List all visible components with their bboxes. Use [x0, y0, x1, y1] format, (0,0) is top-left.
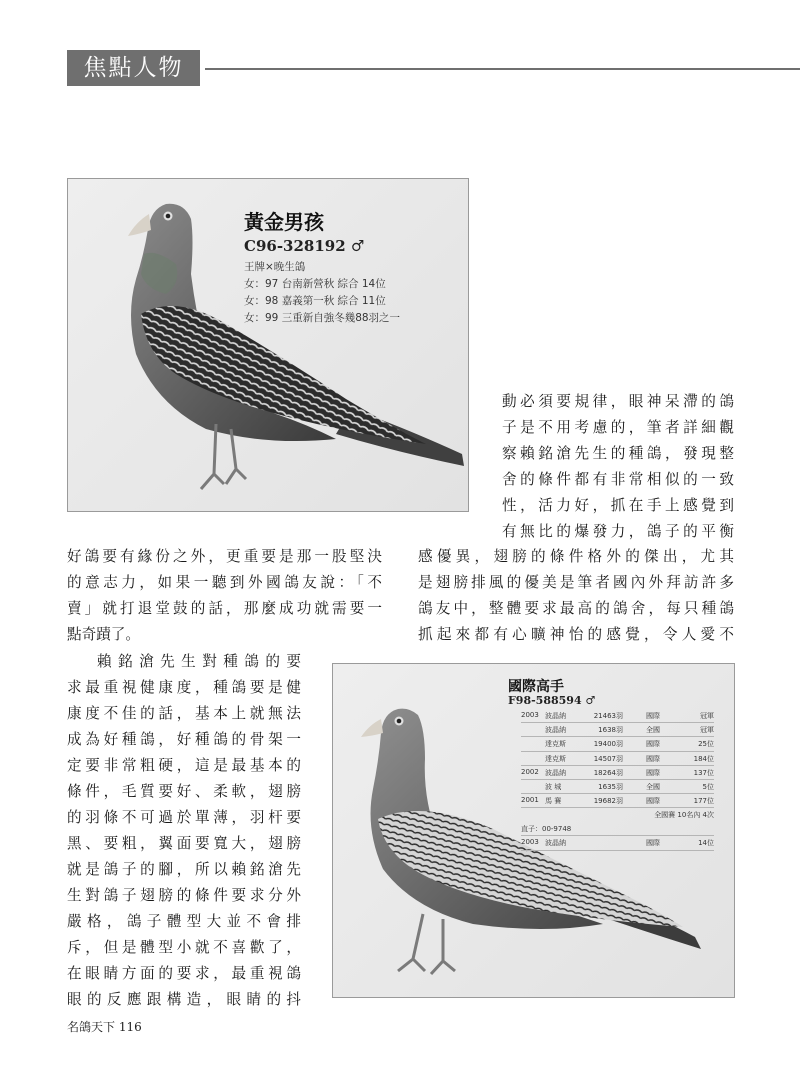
summary-text: 全國賽 10名內 4次: [654, 811, 714, 820]
row-race: 波晶納: [545, 839, 566, 848]
row-type: 國際: [646, 839, 660, 848]
text-line: 賴銘滄先生對種鴿的要: [97, 653, 301, 670]
section-header-box: [67, 50, 200, 86]
table-row: [521, 723, 714, 737]
pigeon-1-record: [244, 259, 400, 327]
text-line: 的羽條不可過於單薄，羽杆要: [67, 809, 301, 826]
table-row: [521, 752, 714, 766]
pigeon-1-record-line: 王牌×晚生鴿: [244, 261, 306, 273]
row-type: 國際: [646, 754, 660, 763]
text-line: 是翅膀排風的優美是筆者國內外拜訪許多: [418, 574, 734, 591]
text-line: 好鴿要有緣份之外，更重要是那一股堅決: [67, 548, 382, 565]
header-rule: [205, 68, 800, 70]
text-line: 斥，但是體型小就不喜歡了，: [67, 939, 301, 956]
text-line: 點奇蹟了。: [67, 626, 140, 643]
text-line: 條件，毛質要好、柔軟，翅膀: [67, 783, 301, 800]
text-line: 求最重視健康度，種鴿要是健: [67, 679, 301, 696]
text-line: 性，活力好，抓在手上感覺到: [502, 497, 734, 514]
row-count: 21463羽: [593, 712, 623, 720]
text-line: 黑、要粗，翼面要寬大，翅膀: [67, 835, 301, 852]
text-line: 成為好種鴿，好種鴿的骨架一: [67, 731, 301, 748]
row-count: 1638羽: [598, 726, 623, 735]
row-race: 波 城: [545, 782, 562, 791]
row-race: 達克斯: [545, 754, 566, 763]
row-place: 177位: [693, 797, 714, 806]
text-line: 的意志力，如果一聽到外國鴿友說：「不: [67, 574, 382, 591]
text-line: 鴿友中，整體要求最高的鴿舍，每只種鴿: [418, 600, 734, 617]
row-count: 14507羽: [593, 754, 623, 763]
pigeon-2-ring: F98-588594 ♂: [508, 694, 596, 707]
row-type: 國際: [646, 797, 660, 806]
row-year: 2002: [521, 767, 539, 776]
row-race: 馬 賽: [545, 797, 562, 806]
offspring-label: 直子：00-9748: [521, 825, 572, 834]
pigeon-2-name: 國際高手: [508, 679, 564, 695]
table-row: [521, 737, 714, 751]
pigeon-1-record-line: 女：97 台南新營秋 綜合 14位: [244, 278, 386, 290]
row-race: 波晶納: [545, 726, 566, 735]
table-summary: [521, 808, 714, 822]
pigeon-photo-2: [332, 663, 735, 998]
text-line: 在眼睛方面的要求，最重視鴿: [67, 965, 301, 982]
pigeon-1-record-line: 女：99 三重新自強冬幾88羽之一: [244, 312, 401, 324]
row-type: 全國: [646, 726, 660, 735]
text-line: 感優異，翅膀的條件格外的傑出，尤其: [418, 548, 734, 565]
row-type: 國際: [646, 740, 660, 749]
text-line: 就是鴿子的腳，所以賴銘滄先: [67, 861, 301, 878]
text-line: 子是不用考慮的，筆者詳細觀: [502, 419, 734, 436]
row-type: 全國: [646, 782, 660, 791]
row-year: 2001: [521, 796, 539, 805]
row-type: 國際: [646, 712, 660, 720]
row-year: 2003: [521, 711, 539, 719]
text-line: 動必須要規律，眼神呆滯的鴿: [502, 393, 734, 410]
text-line: 康度不佳的話，基本上就無法: [67, 705, 301, 722]
offspring-label-row: [521, 822, 714, 836]
text-line: 察賴銘滄先生的種鴿，發現整: [502, 445, 734, 462]
row-place: 137位: [693, 768, 714, 777]
pigeon-1-name: 黃金男孩: [244, 210, 324, 234]
table-row: [521, 709, 714, 723]
section-title: 焦點人物: [83, 55, 184, 81]
page-number: 名鴿天下 116: [67, 1020, 142, 1034]
text-line: 定要非常粗硬，這是最基本的: [67, 757, 301, 774]
table-row: [521, 794, 714, 808]
row-place: 25位: [698, 740, 714, 749]
text-line: 舍的條件都有非常相似的一致: [502, 471, 734, 488]
row-place: 184位: [693, 754, 714, 763]
pigeon-2-record-table: [521, 709, 714, 851]
row-place: 14位: [698, 839, 714, 848]
table-row: [521, 766, 714, 780]
row-count: 19400羽: [593, 740, 623, 749]
row-year: 2003: [521, 838, 539, 847]
row-type: 國際: [646, 768, 660, 777]
pigeon-photo-1: [67, 178, 469, 512]
row-count: 18264羽: [593, 768, 623, 777]
row-place: 冠軍: [700, 726, 714, 735]
pigeon-1-record-line: 女：98 嘉義第一秋 綜合 11位: [244, 295, 386, 307]
text-line: 賣」就打退堂鼓的話，那麼成功就需要一: [67, 600, 382, 617]
text-line: 嚴格，鴿子體型大並不會排: [67, 913, 301, 930]
table-row: [521, 836, 714, 850]
row-race: 波晶納: [545, 712, 566, 720]
pigeon-1-ring: C96-328192 ♂: [244, 237, 365, 255]
text-line: 有無比的爆發力，鴿子的平衡: [502, 523, 734, 540]
row-place: 冠軍: [700, 712, 714, 720]
text-line: 抓起來都有心曠神怡的感覺，令人愛不: [418, 626, 734, 643]
row-race: 達克斯: [545, 740, 566, 749]
row-race: 波晶納: [545, 768, 566, 777]
table-row: [521, 780, 714, 794]
row-place: 5位: [702, 782, 714, 791]
text-line: 眼的反應跟構造，眼睛的抖: [67, 991, 301, 1008]
row-count: 19682羽: [593, 797, 623, 806]
row-count: 1635羽: [598, 782, 623, 791]
text-line: 生對鴿子翅膀的條件要求分外: [67, 887, 301, 904]
